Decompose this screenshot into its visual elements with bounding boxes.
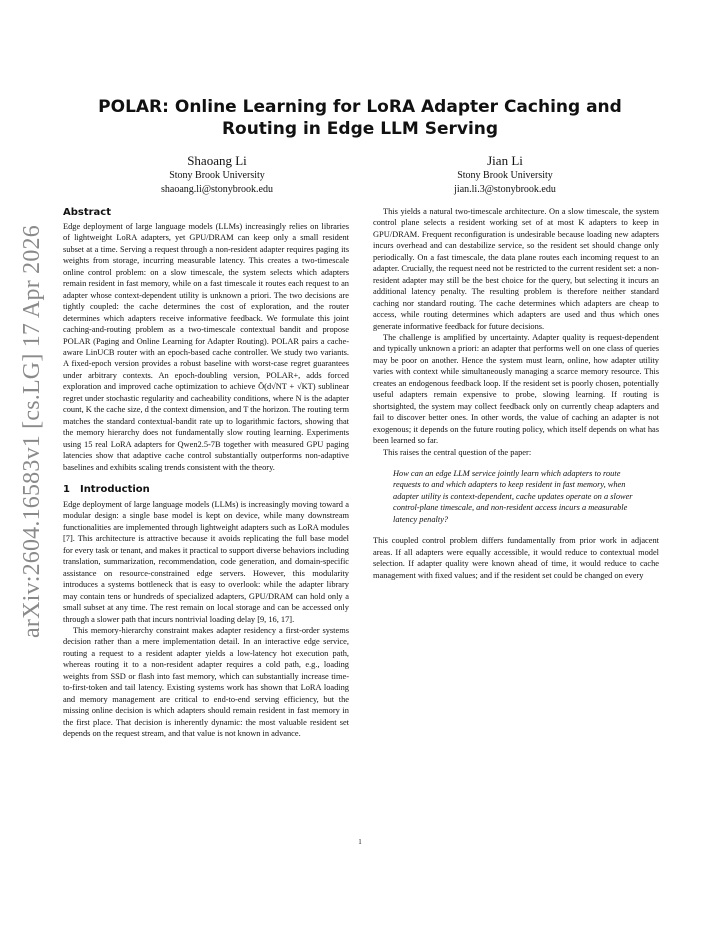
left-column [63, 206, 349, 739]
intro-paragraph-1: Edge deployment of large language models (LLMs) is increasingly moving toward a modular design: a single base model is kept on device, while many downstream functionalities are implemented through lightweight adapters such as LoRA modules [7]. This architecture is attractive because it avoids replicating the full base model for every task or tenant, and makes it practical to support diverse behaviors including translation, summarization, recommendation, code generation, and domain-specific assistance on resource-constrained edge servers. However, this modularity introduces a systems bottleneck that is easy to overlook: while the adapter library may contain tens or hundreds of specialized adapters, GPU/DRAM can hold only a small subset at any time. The rest remain on local storage and can be accessed only through a slower path that incurs nontrivial loading delay [9, 16, 17]. [63, 499, 349, 624]
paper-title: POLAR: Online Learning for LoRA Adapter Caching and Routing in Edge LLM Serving [98, 97, 622, 139]
intro-paragraph-4: The challenge is amplified by uncertainty. Adapter quality is request-dependent and typically unknown a priori: an adapter that performs well on one class of queries may be poor on another. Hence the system must learn, online, how adapter utility varies with context while simultaneously managing a scarce memory resource. This creates an endogenous feedback loop. If the resident set is poorly chosen, potentially useful adapters remain expensive to probe, slowing learning. If routing is shortsighted, the system may collect feedback only on currently cheap adapters and fail to discover better ones. In other words, the value of caching an adapter is not exogenous; it depends on the future routing policy, which itself depends on what has been learned so far. [373, 332, 659, 446]
intro-paragraph-5: This raises the central question of the paper: [383, 447, 532, 457]
author-email: shaoang.li@stonybrook.edu [161, 183, 273, 195]
author-email: jian.li.3@stonybrook.edu [454, 183, 556, 195]
author-affiliation: Stony Brook University [457, 170, 553, 181]
author-affiliation: Stony Brook University [169, 170, 265, 181]
section-title: Introduction [79, 483, 150, 495]
arxiv-stamp-text: arXiv:2604.16583v1 [cs.LG] 17 Apr 2026 [18, 224, 45, 638]
author-block-2 [380, 152, 630, 196]
intro-paragraph-closing: This coupled control problem differs fundamentally from prior work in adjacent areas. If all adapters were equally accessible, it would reduce to contextual model selection. If adapter quality were known ahead of time, it would reduce to cache management with fixed values; and if the resident set could be changed on every [373, 536, 659, 580]
page-number: 1 [358, 838, 362, 846]
abstract-heading: Abstract [63, 207, 112, 218]
abstract-text: Edge deployment of large language models (LLMs) increasingly relies on libraries of lightweight LoRA adapters, yet GPU/DRAM can keep only a small resident subset at a time. Serving a request through a non-resident adapter requires paging its weights from storage, incurring measurable latency. This creates a two-timescale online control problem: on a slow timescale, the system selects which adapters remain resident in fast memory, while on a fast timescale it routes each request to an adapter whose context-dependent utility is unknown a priori. The two decisions are tightly coupled: the cache determines the cost of exploration, and the router determines which adapters receive informative feedback. We formulate this joint caching-and-routing problem as a two-timescale contextual bandit and propose POLAR (Paging and Online Learning for Adapter Routing). POLAR pairs a cache-aware LinUCB router with an epoch-based cache controller. We study two variants. A fixed-epoch version provides a robust baseline with worst-case regret guarantees under arbitrary contexts. An epoch-doubling version, POLAR+, adds forced exploration and improved cache optimization to achieve Õ(d√NT + √KT) sublinear regret under stochastic regularity and cacheability conditions, where N is the adapter count, K the cache size, d the context dimension, and T the horizon. The routing term matches the standard contextual-bandit rate up to logarithmic factors, showing that the memory hierarchy does not fundamentally slow routing learning. Experiments using 15 real LoRA adapters for Qwen2.5-7B together with measured GPU paging latencies show that adaptive cache control substantially outperforms non-adaptive baselines and exhibits scaling trends consistent with the theory. [63, 222, 349, 472]
right-column [373, 206, 659, 581]
intro-paragraph-2: This memory-hierarchy constraint makes adapter residency a first-order systems decision rather than a mere implementation detail. In an interactive edge service, routing a request to a resident adapter yields a low-latency hot execution path, whereas routing it to a non-resident adapter requires a cold path, e.g., loading weights from SSD or flash into fast memory, which can substantially increase time-to-first-token and tail latency. Existing systems work has shown that LoRA loading and memory management are critical to end-to-end serving efficiency, but the missing online decision is which adapters should remain resident in fast memory in the first place. That decision is inherently dynamic: the most valuable resident set depends on the request stream, and that value is not known in advance. [63, 625, 349, 739]
author-name: Jian Li [487, 153, 523, 168]
central-question: How can an edge LLM service jointly learn which adapters to route requests to and which adapters to keep resident in fast memory, when adapter utility is context-dependent, cache updates operate on a slower control-plane timescale, and non-resident access incurs a measurable latency penalty? [393, 468, 633, 524]
author-name: Shaoang Li [187, 153, 247, 168]
author-block-1 [92, 152, 342, 196]
section-number: 1 [63, 483, 70, 495]
arxiv-stamp [6, 196, 58, 666]
intro-paragraph-3: This yields a natural two-timescale architecture. On a slow timescale, the system control plane selects a resident working set of at most K adapters to keep in GPU/DRAM. Frequent reconfiguration is undesirable because loading new adapters incurs overhead and can destabilize service, so the resident set should change only periodically. On a fast timescale, the data plane routes each incoming request to an adapter. Crucially, the request need not be restricted to the current resident set: a non-resident adapter may still be the best choice for the query, but selecting it incurs an additional latency penalty. The resulting problem is therefore neither standard caching nor standard routing. The cache determines which adapters are cheap to access, while routing determines which adapters are used and thus which ones generate informative feedback for future decisions. [373, 207, 659, 331]
section-heading-introduction [63, 483, 349, 496]
